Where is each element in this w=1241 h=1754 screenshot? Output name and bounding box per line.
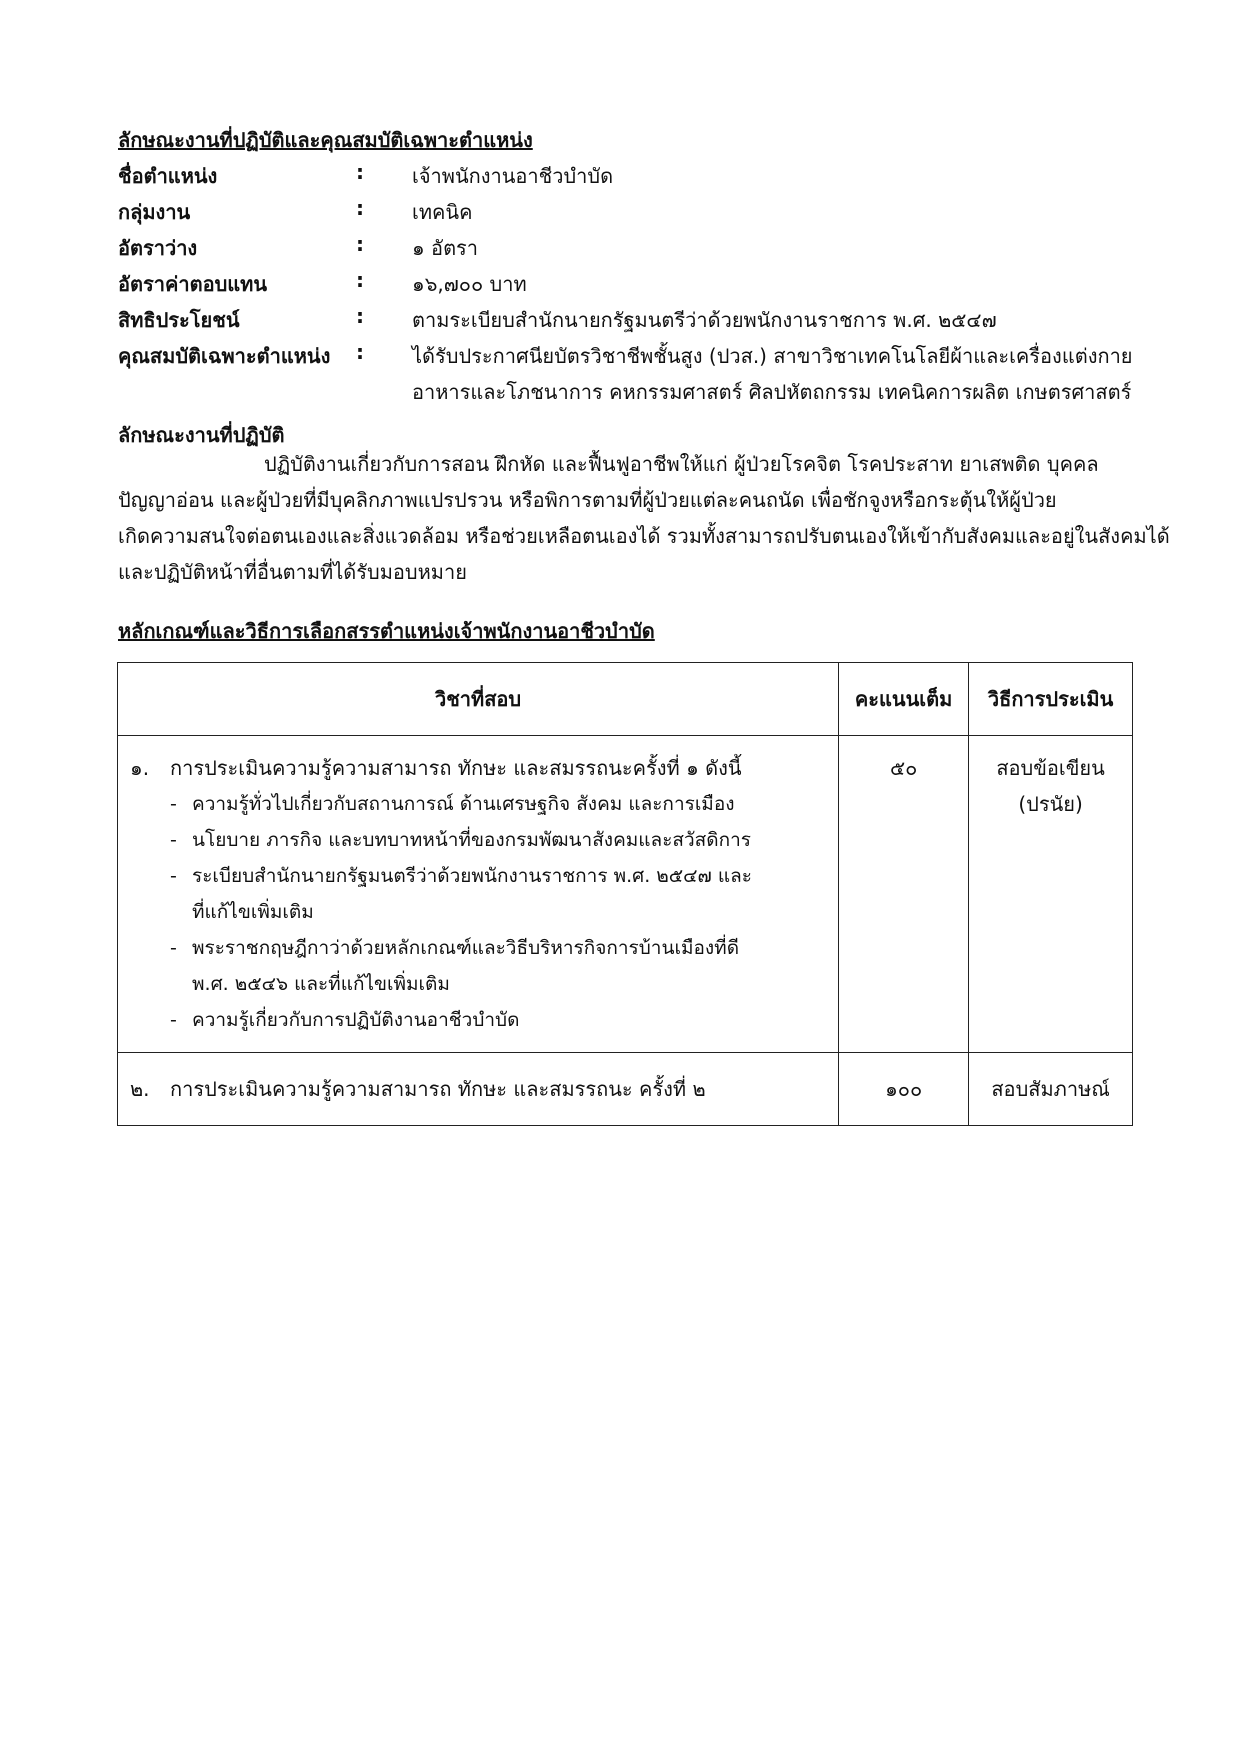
colon: : [356,268,364,292]
section-heading-selection-criteria: หลักเกณฑ์และวิธีการเลือกสรรตำแหน่งเจ้าพนักงานอาชีวบำบัด [118,619,655,643]
row1-number: ๑. [130,756,150,780]
value-vacancies: ๑ อัตรา [412,236,479,260]
duties-line: เกิดความสนใจต่อตนเองและสิ่งแวดล้อม หรือช่วยเหลือตนเองได้ รวมทั้งสามารถปรับตนเองให้เข้ากับสังคมและอยู่ในสังคมได้ [118,524,1170,548]
list-item [170,1002,828,1038]
duties-heading: ลักษณะงานที่ปฏิบัติ [118,423,285,447]
duties-line: ปัญญาอ่อน และผู้ป่วยที่มีบุคลิกภาพแปรปรวน หรือพิการตามที่ผู้ป่วยแต่ละคนถนัด เพื่อชักจูงหรือกระตุ้นให้ผู้ป่วย [118,488,1057,512]
colon: : [356,196,364,220]
row2-title-text: การประเมินความรู้ความสามารถ ทักษะ และสมรรถนะ ครั้งที่ ๒ [170,1077,706,1101]
label-benefits: สิทธิประโยชน์ [118,308,240,332]
list-item-text: พระราชกฤษฎีกาว่าด้วยหลักเกณฑ์และวิธีบริหารกิจการบ้านเมืองที่ดี [192,937,740,959]
label-compensation: อัตราค่าตอบแทน [118,272,268,296]
row1-title [130,750,828,786]
row1-subject-cell [118,736,839,1053]
dash-marker: - [170,865,177,887]
value-work-group: เทคนิค [412,200,473,224]
dash-marker: - [170,937,177,959]
value-compensation: ๑๖,๗๐๐ บาท [412,272,527,296]
row1-topic-list [170,786,828,1038]
label-qualifications: คุณสมบัติเฉพาะตำแหน่ง [118,344,331,368]
dash-marker: - [170,1009,177,1031]
list-item [170,786,828,822]
list-item-text: นโยบาย ภารกิจ และบทบาทหน้าที่ของกรมพัฒนาสังคมและสวัสดิการ [192,829,751,851]
row2-number: ๒. [130,1077,150,1101]
exam-table [117,662,1133,1126]
value-qualifications-line1: ได้รับประกาศนียบัตรวิชาชีพชั้นสูง (ปวส.) สาขาวิชาเทคโนโลยีผ้าและเครื่องแต่งกาย [412,344,1133,368]
header-full-score: คะแนนเต็ม [839,663,969,736]
row1-title-text: การประเมินความรู้ความสามารถ ทักษะ และสมรรถนะครั้งที่ ๑ ดังนี้ [170,756,742,780]
colon: : [356,232,364,256]
value-position-name: เจ้าพนักงานอาชีวบำบัด [412,164,614,188]
colon: : [356,304,364,328]
table-row [118,1053,1133,1126]
row1-method-line1: สอบข้อเขียน [996,756,1105,780]
duties-line: ปฏิบัติงานเกี่ยวกับการสอน ฝึกหัด และฟื้นฟูอาชีพให้แก่ ผู้ป่วยโรคจิต โรคประสาท ยาเสพติด บุคคล [264,452,1099,476]
row1-score-cell: ๕๐ [839,736,969,1053]
header-assessment-method: วิธีการประเมิน [969,663,1133,736]
row2-subject-cell [118,1053,839,1126]
table-row [118,736,1133,1053]
label-work-group: กลุ่มงาน [118,200,191,224]
list-item [170,930,828,1002]
dash-marker: - [170,829,177,851]
row1-method-cell [969,736,1133,1053]
duties-line: และปฏิบัติหน้าที่อื่นตามที่ได้รับมอบหมาย [118,560,467,584]
list-item-text: ความรู้ทั่วไปเกี่ยวกับสถานการณ์ ด้านเศรษฐกิจ สังคม และการเมือง [192,793,735,815]
list-item-text: ระเบียบสำนักนายกรัฐมนตรีว่าด้วยพนักงานราชการ พ.ศ. ๒๕๔๗ และ [192,865,752,887]
value-benefits: ตามระเบียบสำนักนายกรัฐมนตรีว่าด้วยพนักงานราชการ พ.ศ. ๒๕๔๗ [412,308,997,332]
label-vacancies: อัตราว่าง [118,236,198,260]
list-item-text: ความรู้เกี่ยวกับการปฏิบัติงานอาชีวบำบัด [192,1009,520,1031]
row1-method-line2: (ปรนัย) [1018,792,1083,816]
colon: : [356,340,364,364]
list-item-text-cont: ที่แก้ไขเพิ่มเติม [192,901,314,923]
value-qualifications-line2: อาหารและโภชนาการ คหกรรมศาสตร์ ศิลปหัตถกรรม เทคนิคการผลิต เกษตรศาสตร์ [412,380,1132,404]
label-position-name: ชื่อตำแหน่ง [118,164,218,188]
list-item-text-cont: พ.ศ. ๒๕๔๖ และที่แก้ไขเพิ่มเติม [192,973,450,995]
row2-score-cell: ๑๐๐ [839,1053,969,1126]
list-item [170,822,828,858]
list-item [170,858,828,930]
colon: : [356,160,364,184]
table-header-row [118,663,1133,736]
row2-method-cell: สอบสัมภาษณ์ [969,1053,1133,1126]
duties-paragraph [118,446,1170,590]
header-subject: วิชาที่สอบ [118,663,839,736]
section-heading-duties-qualifications: ลักษณะงานที่ปฏิบัติและคุณสมบัติเฉพาะตำแหน่ง [118,128,533,152]
dash-marker: - [170,793,177,815]
row2-title [130,1071,828,1107]
